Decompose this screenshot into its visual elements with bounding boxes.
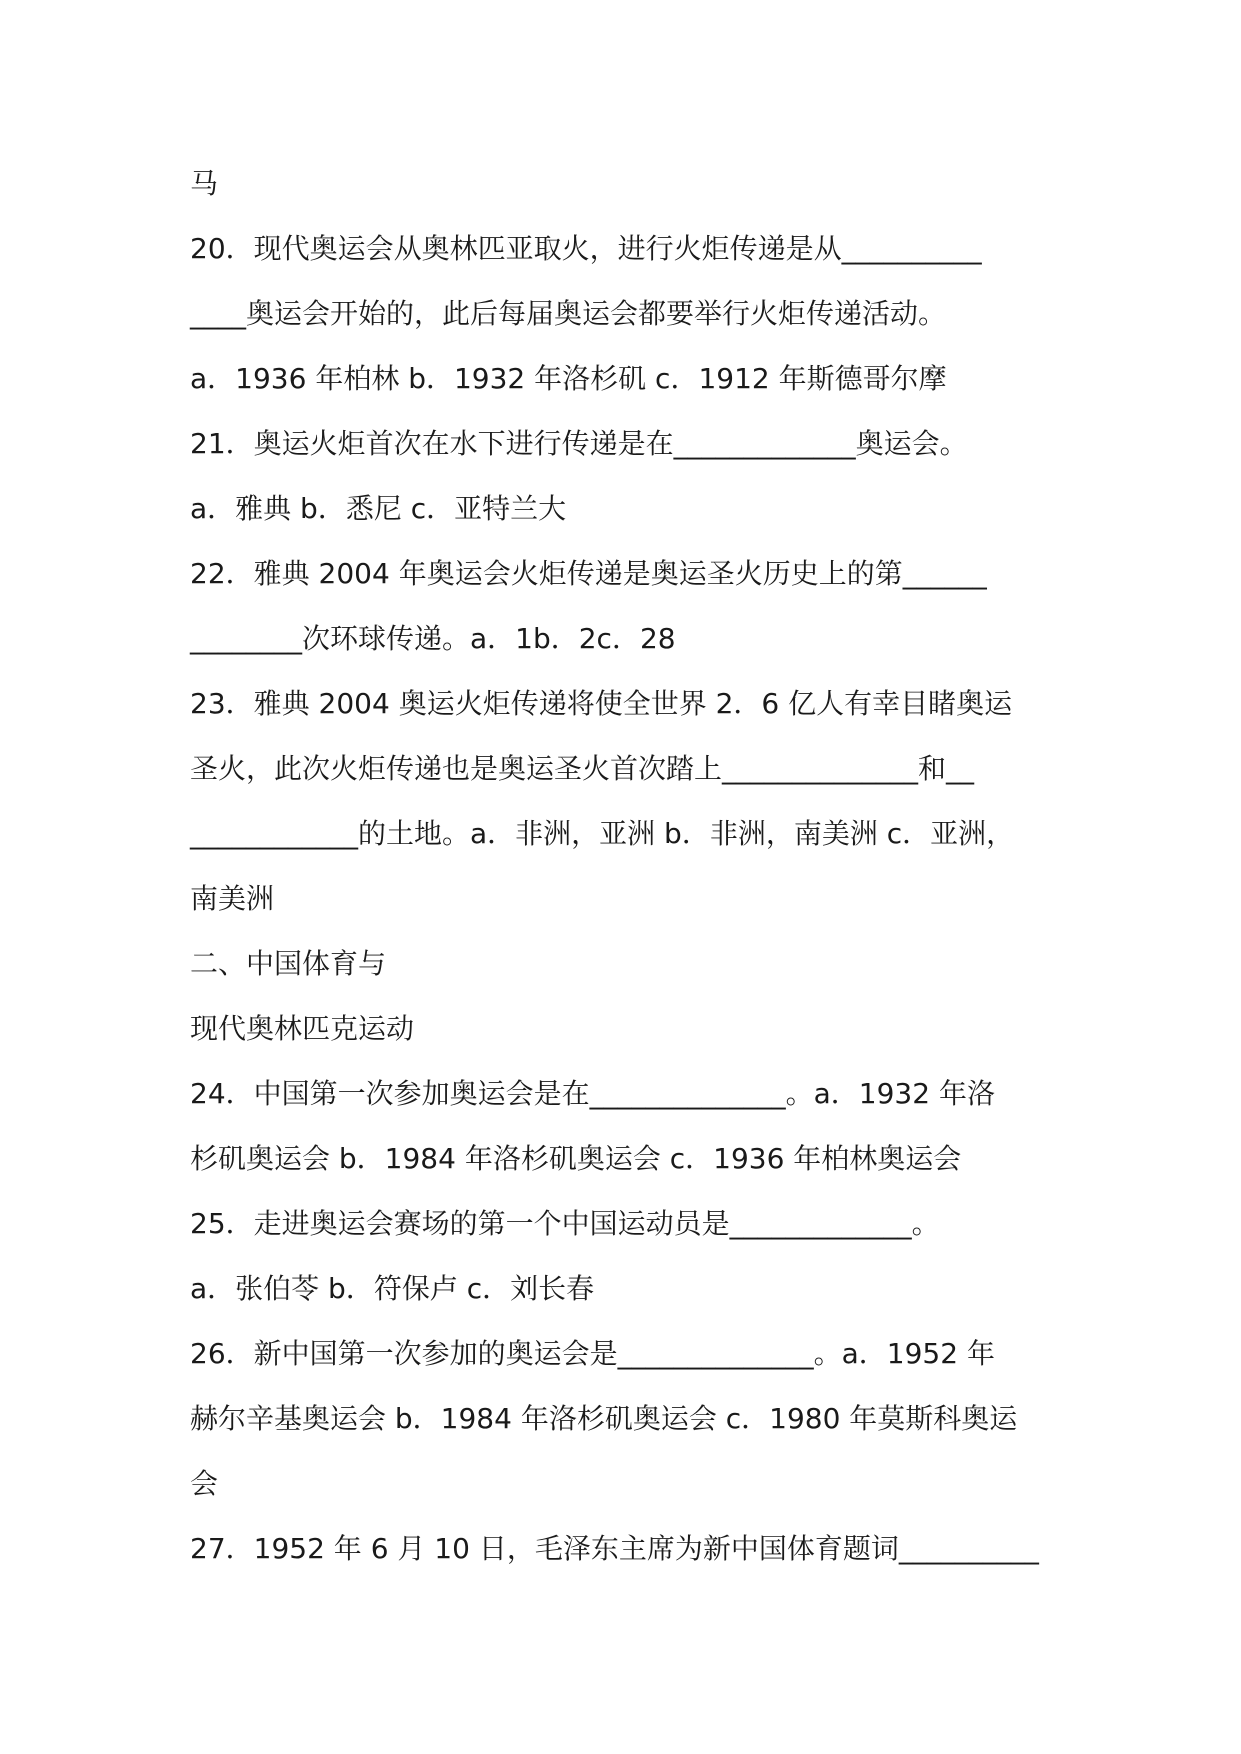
question-21-options: a．雅典 b．悉尼 c．亚特兰大: [190, 492, 567, 525]
question-20-line-1: 20．现代奥运会从奥林匹亚取火，进行火炬传递是从__________: [190, 232, 982, 265]
question-23-line-1: 23．雅典 2004 奥运火炬传递将使全世界 2．6 亿人有幸目睹奥运: [190, 687, 1013, 720]
text-line: 马: [190, 167, 219, 200]
section-heading-line-2: 现代奥林匹克运动: [190, 1012, 415, 1045]
question-26-line-3: 会: [190, 1467, 219, 1500]
question-20-options: a．1936 年柏林 b．1932 年洛杉矶 c．1912 年斯德哥尔摩: [190, 362, 947, 395]
question-25-line-1: 25．走进奥运会赛场的第一个中国运动员是_____________。: [190, 1207, 940, 1240]
question-25-options: a．张伯苓 b．符保卢 c．刘长春: [190, 1272, 595, 1305]
question-27-line-1: 27．1952 年 6 月 10 日，毛泽东主席为新中国体育题词__________: [190, 1532, 1039, 1565]
question-23-line-2: 圣火，此次火炬传递也是奥运圣火首次踏上______________和__: [190, 752, 975, 785]
question-26-line-1: 26．新中国第一次参加的奥运会是______________。a．1952 年: [190, 1337, 995, 1370]
question-20-line-2: ____奥运会开始的，此后每届奥运会都要举行火炬传递活动。: [190, 297, 947, 330]
question-21-line-1: 21．奥运火炬首次在水下进行传递是在_____________奥运会。: [190, 427, 968, 460]
question-22-line-1: 22．雅典 2004 年奥运会火炬传递是奥运圣火历史上的第______: [190, 557, 987, 590]
question-23-line-3: ____________的土地。a．非洲，亚洲 b．非洲，南美洲 c．亚洲，: [190, 817, 1015, 850]
question-24-line-1: 24．中国第一次参加奥运会是在______________。a．1932 年洛: [190, 1077, 995, 1110]
question-26-line-2: 赫尔辛基奥运会 b．1984 年洛杉矶奥运会 c．1980 年莫斯科奥运: [190, 1402, 1018, 1435]
question-23-line-4: 南美洲: [190, 882, 275, 915]
question-22-line-2: ________次环球传递。a．1b．2c．28: [190, 622, 676, 655]
question-24-line-2: 杉矶奥运会 b．1984 年洛杉矶奥运会 c．1936 年柏林奥运会: [190, 1142, 962, 1175]
section-heading-line-1: 二、中国体育与: [190, 947, 387, 980]
